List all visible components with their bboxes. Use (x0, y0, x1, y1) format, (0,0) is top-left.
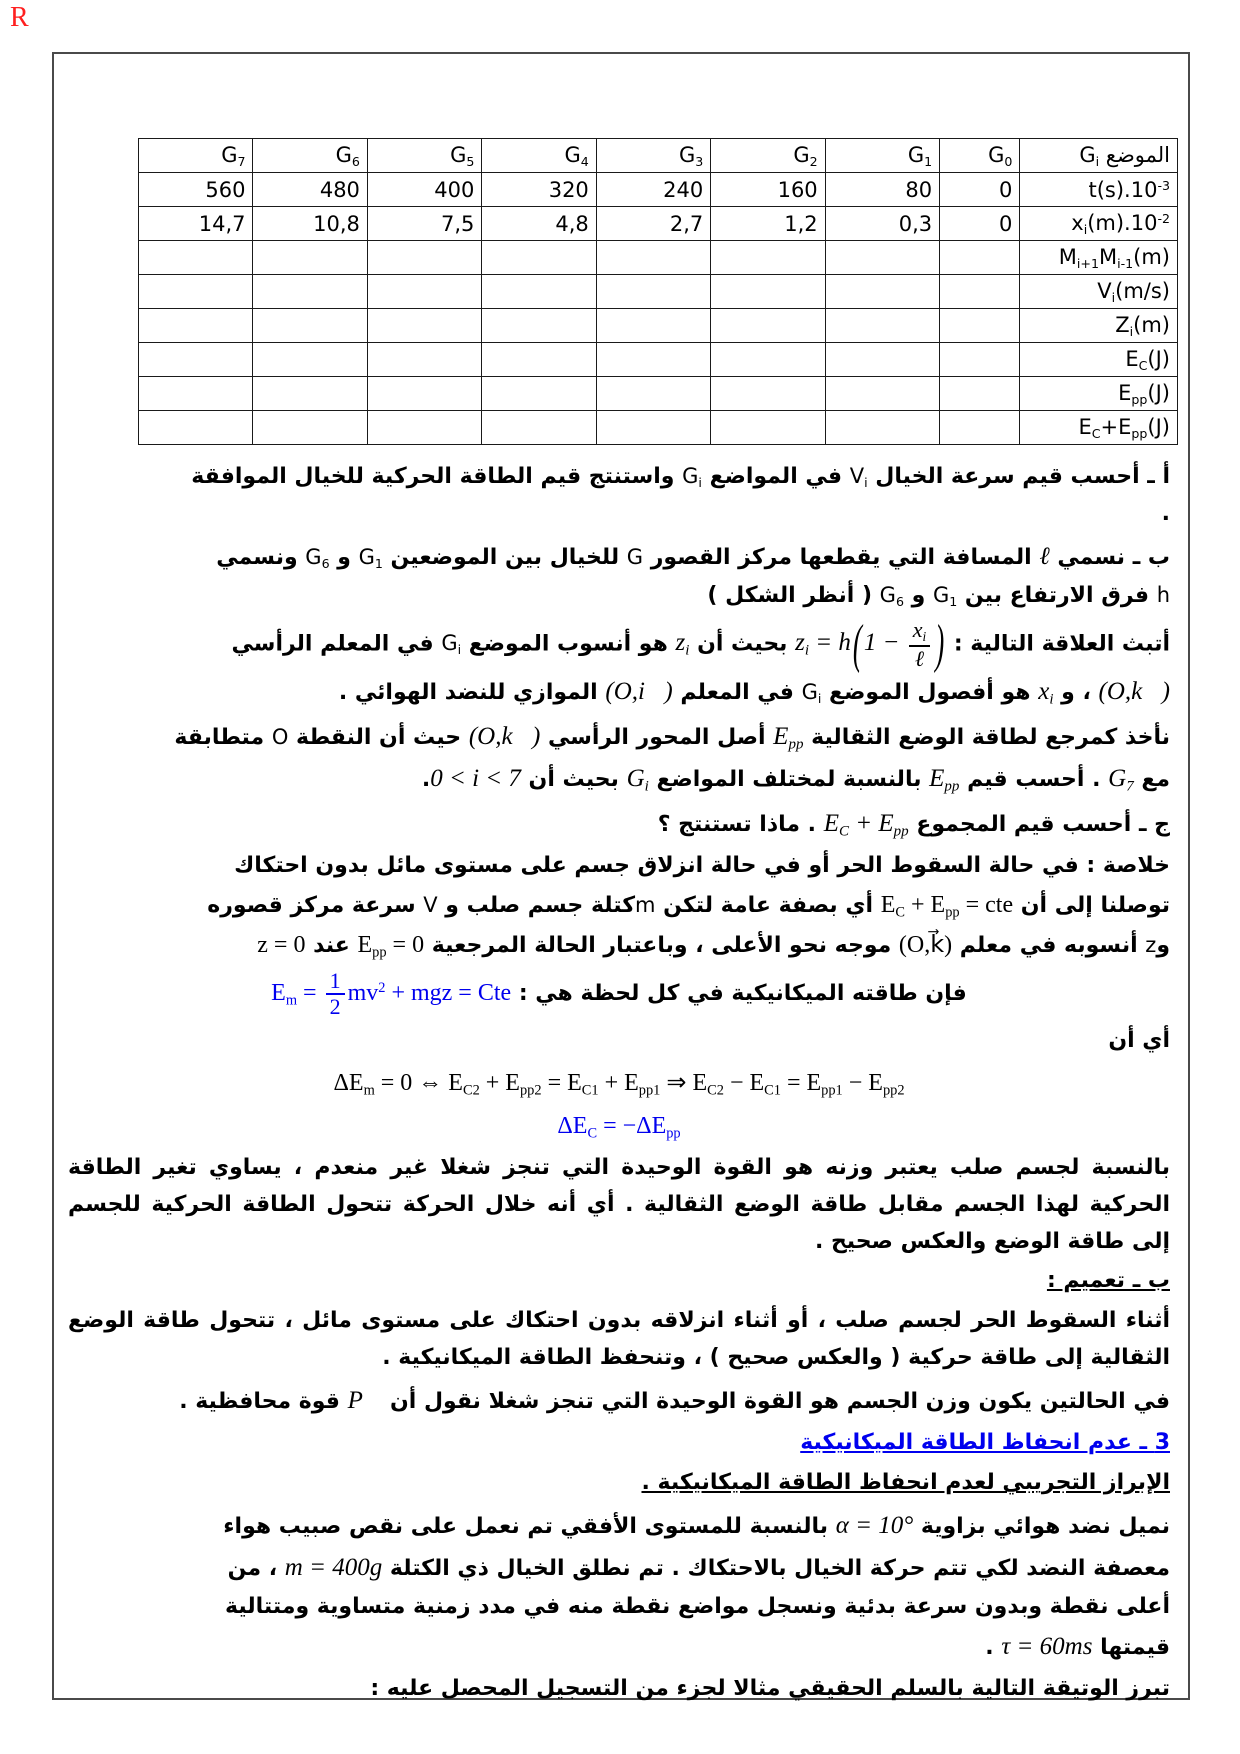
question-c (68, 803, 1170, 845)
text-segment: أي أن (1108, 1028, 1170, 1054)
table-row (139, 309, 1178, 343)
epp-reference (68, 716, 1170, 800)
text-segment: أي بصفة عامة لتكن (655, 893, 881, 919)
text-segment: (O,k⃗) (1098, 678, 1170, 706)
text-segment: ب ـ نسمي (1049, 544, 1170, 570)
conservative-force-paragraph (68, 1380, 1170, 1422)
text-segment: فرق الارتفاع بين (957, 582, 1157, 608)
big-paren: ) (935, 613, 945, 674)
measurement-table (138, 138, 1178, 445)
text-segment: τ = 60ms (1001, 1633, 1093, 1661)
table-cell (940, 377, 1020, 411)
table-cell (711, 309, 825, 343)
table-row (139, 343, 1178, 377)
table-cell (139, 275, 253, 309)
text-segment: h (1156, 582, 1170, 607)
text-segment: تبرز الوتيقة التالية بالسلم الحقيقي مثالا لجزء من التسجيل المحصل عليه : (370, 1676, 1170, 1702)
table-label-cell (1020, 139, 1178, 173)
table-cell: 14,7 (139, 207, 253, 241)
table-cell: $G_5$ (367, 139, 481, 173)
text-segment: بحيث أن (689, 631, 796, 657)
text-segment: فإن طاقته الميكانيكية في كل لحظة هي : (511, 980, 967, 1006)
text-segment: $G_i$ (801, 680, 822, 706)
table-cell: 480 (253, 173, 367, 207)
relation-z (68, 613, 1170, 713)
text-segment: خلاصة : في حالة السقوط الحر أو في حالة انزلاق جسم على مستوى مائل بدون احتكاك (234, 853, 1170, 879)
table-cell: 560 (139, 173, 253, 207)
table-cell (253, 275, 367, 309)
table-cell: 1,2 (711, 207, 825, 241)
table-cell (367, 343, 481, 377)
table-cell (253, 343, 367, 377)
question-a (68, 459, 1170, 533)
text-segment: الموازي للنضد الهوائي . (338, 680, 606, 706)
table-cell (825, 377, 939, 411)
generalization-heading (68, 1263, 1170, 1300)
text-segment: α = 10° (835, 1512, 914, 1540)
text-segment: بحيث أن (520, 767, 627, 793)
text-segment: بالنسبة لمختلف المواضع (648, 767, 930, 793)
text-segment: متطابقة (174, 725, 272, 751)
text-segment: $G_i$ (441, 631, 462, 658)
table-row (139, 411, 1178, 445)
document-body (68, 456, 1170, 1711)
text-segment: $G_7$ (1108, 765, 1134, 795)
table-cell (367, 275, 481, 309)
table-cell (482, 377, 596, 411)
table-cell (940, 241, 1020, 275)
table-cell (596, 343, 710, 377)
table-label-cell (1020, 309, 1178, 343)
table-label-cell (1020, 207, 1178, 241)
table-cell: $G_1$ (825, 139, 939, 173)
document-intro-line (68, 1671, 1170, 1708)
table-label-cell (1020, 173, 1178, 207)
text-segment: m = 400g (284, 1554, 383, 1582)
text-segment: و (1156, 933, 1170, 959)
text-segment: $G_i$ (682, 464, 702, 490)
text-segment: بالنسبة لجسم صلب يعتبر وزنه هو القوة الوحيدة التي تنجز شغلا غير منعدم ، يساوي تغير الطاقة الحركية لهذا الجسم مقابل طاقة الوضع الثقالية . أي أنه خلال الحركة تتحول الطاقة الحركية للجسم إلى طاقة الوضع والعكس صحيح . (68, 1154, 1170, 1254)
delta-em-formula (68, 1063, 1170, 1103)
big-paren: ( (852, 613, 862, 674)
table-cell: $G_6$ (253, 139, 367, 173)
text-segment: في المعلم الرأسي (231, 631, 442, 657)
text-segment: أعلى نقطة وبدون سرعة بدئية ونسجل مواضع نقطة منه في مدد زمنية متساوية ومتتالية (225, 1594, 1170, 1620)
text-segment: (O,i⃗) (605, 678, 673, 706)
text-segment: ب ـ تعميم : (1046, 1268, 1170, 1294)
text-segment: توصلنا إلى أن (1013, 893, 1170, 919)
table-row (139, 275, 1178, 309)
table-label-cell (1020, 241, 1178, 275)
text-segment: . (421, 767, 431, 793)
table-label-cell (1020, 343, 1178, 377)
text-segment: أصل المحور الرأسي (540, 725, 774, 751)
math-formula: $z_i = h(1$ − $\frac{x_i}{\text{ℓ}}$ ) (795, 629, 946, 656)
text-segment: P⃗ (347, 1387, 383, 1415)
text-segment: $E_C + E_{pp}$ = cte (880, 892, 1014, 921)
watermark-r: R (10, 2, 29, 33)
experimental-heading (68, 1465, 1170, 1502)
text-segment: حيث أن النقطة (288, 725, 469, 751)
table-cell: 320 (482, 173, 596, 207)
text-segment: ونسمي (216, 544, 306, 570)
text-segment: في المعلم (672, 680, 802, 706)
table-cell: $G_2$ (711, 139, 825, 173)
text-segment: $G_6$ (305, 544, 330, 571)
that-is (68, 1023, 1170, 1060)
free-fall-paragraph (68, 1303, 1170, 1377)
table-cell (940, 411, 1020, 445)
text-segment: قيمتها (1092, 1635, 1170, 1661)
text-segment: ℓ (1039, 542, 1050, 570)
table-cell (711, 411, 825, 445)
text-segment: O (271, 725, 289, 750)
table-label-text: $V_i(m/s)$ (1097, 278, 1170, 305)
delta-ec-formula (68, 1106, 1170, 1146)
table-label-cell (1020, 275, 1178, 309)
table-cell (482, 343, 596, 377)
table-label-text: $Z_i(m)$ (1115, 312, 1170, 339)
table-cell: $G_4$ (482, 139, 596, 173)
table-cell: 160 (711, 173, 825, 207)
table-cell (825, 241, 939, 275)
table-cell: 240 (596, 173, 710, 207)
table-cell (253, 241, 367, 275)
table-cell (482, 411, 596, 445)
text-segment: معصفة النضد لكي تتم حركة الخيال بالاحتكاك . تم نطلق الخيال ذي الكتلة (382, 1556, 1170, 1582)
table-label-text: $E_C(J)$ (1125, 346, 1170, 373)
table-cell (139, 241, 253, 275)
text-segment: $E_{pp}$ (929, 765, 960, 795)
table-cell (940, 343, 1020, 377)
text-segment: نميل نضد هوائي بزاوية (913, 1514, 1170, 1540)
text-segment: . (1161, 500, 1170, 526)
text-segment: موجه نحو الأعلى ، وباعتبار الحالة المرجعية (424, 933, 899, 959)
measurement-table-body (139, 139, 1178, 445)
table-cell: $G_0$ (940, 139, 1020, 173)
text-segment: هو أنسوب الموضع (461, 631, 676, 657)
fraction: $\frac{x_i}{\text{ℓ}}$ (909, 618, 930, 671)
text-segment: ج ـ أحسب قيم المجموع (908, 812, 1170, 838)
table-cell (711, 241, 825, 275)
table-cell (253, 377, 367, 411)
table-cell (139, 309, 253, 343)
text-segment: $E_C + E_{pp}$ (823, 810, 909, 840)
text-segment: سرعة مركز قصوره (207, 893, 424, 919)
table-label-text: $x_i(m).10^{-2}$ (1071, 210, 1170, 237)
text-segment: الإبراز التجريبي لعدم انحفاظ الطاقة الميكانيكية . (641, 1470, 1170, 1496)
text-segment: نأخذ كمرجع لطاقة الوضع الثقالية (803, 725, 1170, 751)
table-cell: 7,5 (367, 207, 481, 241)
text-segment: ، من (227, 1556, 285, 1582)
table-cell: 0 (940, 173, 1020, 207)
text-segment: ( أنظر الشكل ) (707, 582, 880, 608)
table-label-text: $E_C+E_{pp}(J)$ (1078, 414, 1170, 441)
text-segment: $E_{pp}$ (773, 723, 804, 753)
table-cell (825, 275, 939, 309)
table-row (139, 241, 1178, 275)
table-cell (711, 377, 825, 411)
table-cell (596, 309, 710, 343)
text-segment: $V_i$ (849, 464, 868, 490)
text-segment: واستنتج قيم الطاقة الحركية للخيال الموافقة (191, 464, 683, 489)
table-cell (367, 377, 481, 411)
table-cell (367, 241, 481, 275)
table-cell (711, 343, 825, 377)
table-cell (596, 275, 710, 309)
table-label-text: $E_{pp}(J)$ (1118, 380, 1170, 407)
table-cell (596, 411, 710, 445)
table-label-text: الموضع $G_i$ (1079, 142, 1170, 169)
text-segment: قوة محافظية . (179, 1389, 348, 1415)
em-formula-line (68, 969, 1170, 1020)
text-segment: أنسوبه في معلم (952, 933, 1146, 959)
text-segment: أتبث العلاقة التالية : (946, 631, 1170, 657)
text-segment: 3 ـ عدم انحفاظ الطاقة الميكانيكية (800, 1430, 1170, 1456)
text-segment: مع (1133, 767, 1170, 793)
table-row (139, 139, 1178, 173)
table-cell (825, 309, 939, 343)
text-segment: $G_1$ (932, 582, 958, 609)
text-segment: هو أفصول الموضع (821, 680, 1039, 706)
table-cell: 2,7 (596, 207, 710, 241)
table-label-cell (1020, 377, 1178, 411)
table-cell (711, 275, 825, 309)
text-segment: $E_{pp} = 0$ (357, 932, 425, 961)
text-segment: $\Delta E_C = -\Delta E_{pp}$ (557, 1113, 681, 1142)
text-segment: $G_6$ (879, 582, 904, 609)
text-segment: $\Delta E_m = 0$ ⇔ $E_{C2} + E_{pp2} = E_{C1} + E_{pp1}$ ⇒ $E_{C2} - E_{C1} = E_{pp1} - E_{pp2}$ (333, 1070, 905, 1099)
table-cell (596, 377, 710, 411)
text-segment: كتلة جسم صلب و (437, 893, 636, 919)
section-3-heading (68, 1425, 1170, 1462)
table-cell (940, 275, 1020, 309)
table-cell (482, 309, 596, 343)
text-segment: و (329, 544, 359, 570)
table-cell: 80 (825, 173, 939, 207)
text-segment: z = 0 (257, 932, 306, 959)
table-cell (596, 241, 710, 275)
table-cell: 10,8 (253, 207, 367, 241)
text-segment: $x_i$ (1038, 678, 1054, 708)
table-cell (367, 411, 481, 445)
text-segment: (O,k⃗) (898, 932, 953, 959)
table-cell (139, 343, 253, 377)
table-cell (139, 411, 253, 445)
table-cell: $G_3$ (596, 139, 710, 173)
table-cell: $G_7$ (139, 139, 253, 173)
math-formula: $E_m$ = $\frac{1}{2}$ $mv^2$ + mgz = Cte (271, 967, 512, 1020)
text-segment: أثناء السقوط الحر لجسم صلب ، أو أثناء انزلاقه بدون احتكاك على مستوى مائل ، تتحول طاقة الوضع الثقالية إلى طاقة حركية ( والعكس صحيح ) ، وتنحفظ الطاقة الميكانيكية . (68, 1308, 1170, 1371)
text-segment: عند (305, 933, 358, 959)
weight-work-paragraph (68, 1150, 1170, 1261)
text-segment: أ ـ أحسب قيم سرعة الخيال (867, 464, 1170, 489)
table-cell (482, 241, 596, 275)
table-cell (253, 411, 367, 445)
table-cell: 400 (367, 173, 481, 207)
table-cell (825, 343, 939, 377)
table-row (139, 173, 1178, 207)
text-segment: . ماذا تستنتج ؟ (657, 812, 824, 838)
text-segment: (O,k⃗) (468, 723, 541, 751)
text-segment: . (985, 1635, 1002, 1661)
table-cell (940, 309, 1020, 343)
table-row (139, 377, 1178, 411)
question-b (68, 536, 1170, 615)
text-segment: $G_1$ (358, 544, 383, 571)
fraction: $\frac{1}{2}$ (326, 969, 345, 1020)
table-label-text: $t(s).10^{-3}$ (1088, 177, 1170, 202)
text-segment: z (1145, 933, 1157, 958)
text-segment: $z_i$ (675, 629, 690, 659)
text-segment: المسافة التي يقطعها مركز القصور (643, 544, 1040, 570)
text-segment: ، و (1053, 680, 1099, 706)
table-cell: 0,3 (825, 207, 939, 241)
text-segment: في الحالتين يكون وزن الجسم هو القوة الوحيدة التي تنجز شغلا نقول أن (382, 1389, 1170, 1415)
text-segment: $G_i$ (626, 765, 649, 795)
summary (68, 848, 1170, 966)
table-cell: 0 (940, 207, 1020, 241)
table-cell: 4,8 (482, 207, 596, 241)
text-segment: للخيال بين الموضعين (382, 544, 627, 570)
text-segment: . أحسب قيم (959, 767, 1109, 793)
experiment-paragraph (68, 1505, 1170, 1668)
text-segment: بالنسبة للمستوى الأفقي تم نعمل على نقص صبيب هواء (223, 1514, 836, 1540)
table-cell (825, 411, 939, 445)
text-segment: G (626, 544, 644, 569)
table-cell (482, 275, 596, 309)
table-cell (253, 309, 367, 343)
text-segment: و (903, 582, 933, 608)
table-label-text: $M_{i+1}M_{i-1}(m)$ (1058, 244, 1170, 271)
text-segment: في المواضع (701, 464, 850, 489)
text-segment: V (423, 893, 438, 918)
table-cell (367, 309, 481, 343)
text-segment: m (635, 893, 656, 918)
table-row (139, 207, 1178, 241)
table-label-cell (1020, 411, 1178, 445)
text-segment: 0 < i < 7 (430, 765, 521, 793)
table-cell (139, 377, 253, 411)
content-frame (52, 52, 1190, 1700)
